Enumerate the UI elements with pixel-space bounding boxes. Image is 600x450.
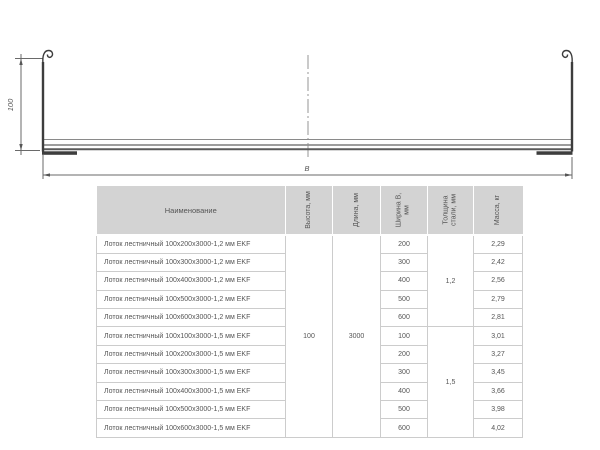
cell-name: Лоток лестничный 100х100х3000-1,5 мм EKF xyxy=(97,327,286,345)
height-arrow-up xyxy=(19,59,22,66)
left-foot xyxy=(42,151,77,155)
cable-tray-cross-section-drawing xyxy=(0,0,600,186)
cell-width: 200 xyxy=(381,345,428,363)
right-foot xyxy=(537,151,573,155)
left-hook xyxy=(43,51,53,65)
cell-width: 500 xyxy=(381,401,428,419)
cell-width: 200 xyxy=(381,235,428,253)
cell-mass: 2,81 xyxy=(474,309,523,327)
cell-name: Лоток лестничный 100х600х3000-1,2 мм EKF xyxy=(97,309,286,327)
cell-thickness-merged-12: 1,2 xyxy=(428,235,474,327)
col-header-thickness: Толщина стали, мм xyxy=(428,186,474,235)
cell-width: 500 xyxy=(381,290,428,308)
cell-width: 300 xyxy=(381,253,428,271)
cell-name: Лоток лестничный 100х200х3000-1,2 мм EKF xyxy=(97,235,286,253)
cell-mass: 2,56 xyxy=(474,272,523,290)
width-arrow-right xyxy=(565,173,572,176)
cell-mass: 3,01 xyxy=(474,327,523,345)
width-dimension-label: B xyxy=(304,164,310,173)
col-header-length: Длина, мм xyxy=(333,186,381,235)
header-row xyxy=(97,186,523,235)
col-header-width: Ширина В, мм xyxy=(381,186,428,235)
col-header-height: Высота, мм xyxy=(286,186,333,235)
cell-name: Лоток лестничный 100х500х3000-1,2 мм EKF xyxy=(97,290,286,308)
cell-mass: 3,27 xyxy=(474,345,523,363)
height-arrow-down xyxy=(19,144,22,151)
cell-width: 600 xyxy=(381,309,428,327)
table-row xyxy=(97,235,523,253)
cell-mass: 3,66 xyxy=(474,382,523,400)
col-header-mass: Масса, кг xyxy=(474,186,523,235)
cell-name: Лоток лестничный 100х400х3000-1,5 мм EKF xyxy=(97,382,286,400)
cell-mass: 3,98 xyxy=(474,401,523,419)
cell-width: 600 xyxy=(381,419,428,437)
right-hook xyxy=(563,51,573,65)
spec-table xyxy=(96,186,523,438)
cell-thickness-merged-15: 1,5 xyxy=(428,327,474,437)
cell-name: Лоток лестничный 100х300х3000-1,2 мм EKF xyxy=(97,253,286,271)
width-arrow-left xyxy=(43,173,50,176)
cell-width: 100 xyxy=(381,327,428,345)
cell-name: Лоток лестничный 100х400х3000-1,2 мм EKF xyxy=(97,272,286,290)
cell-mass: 3,45 xyxy=(474,364,523,382)
cell-width: 400 xyxy=(381,272,428,290)
cell-width: 300 xyxy=(381,364,428,382)
cell-mass: 2,42 xyxy=(474,253,523,271)
cell-length-merged: 3000 xyxy=(333,235,381,437)
cell-name: Лоток лестничный 100х300х3000-1,5 мм EKF xyxy=(97,364,286,382)
cell-mass: 2,29 xyxy=(474,235,523,253)
height-dimension-label: 100 xyxy=(6,98,15,112)
cell-name: Лоток лестничный 100х500х3000-1,5 мм EKF xyxy=(97,401,286,419)
cell-mass: 2,79 xyxy=(474,290,523,308)
cell-height-merged: 100 xyxy=(286,235,333,437)
cell-name: Лоток лестничный 100х200х3000-1,5 мм EKF xyxy=(97,345,286,363)
cell-name: Лоток лестничный 100х600х3000-1,5 мм EKF xyxy=(97,419,286,437)
col-header-name: Наименование xyxy=(97,186,286,235)
cell-width: 400 xyxy=(381,382,428,400)
cell-mass: 4,02 xyxy=(474,419,523,437)
